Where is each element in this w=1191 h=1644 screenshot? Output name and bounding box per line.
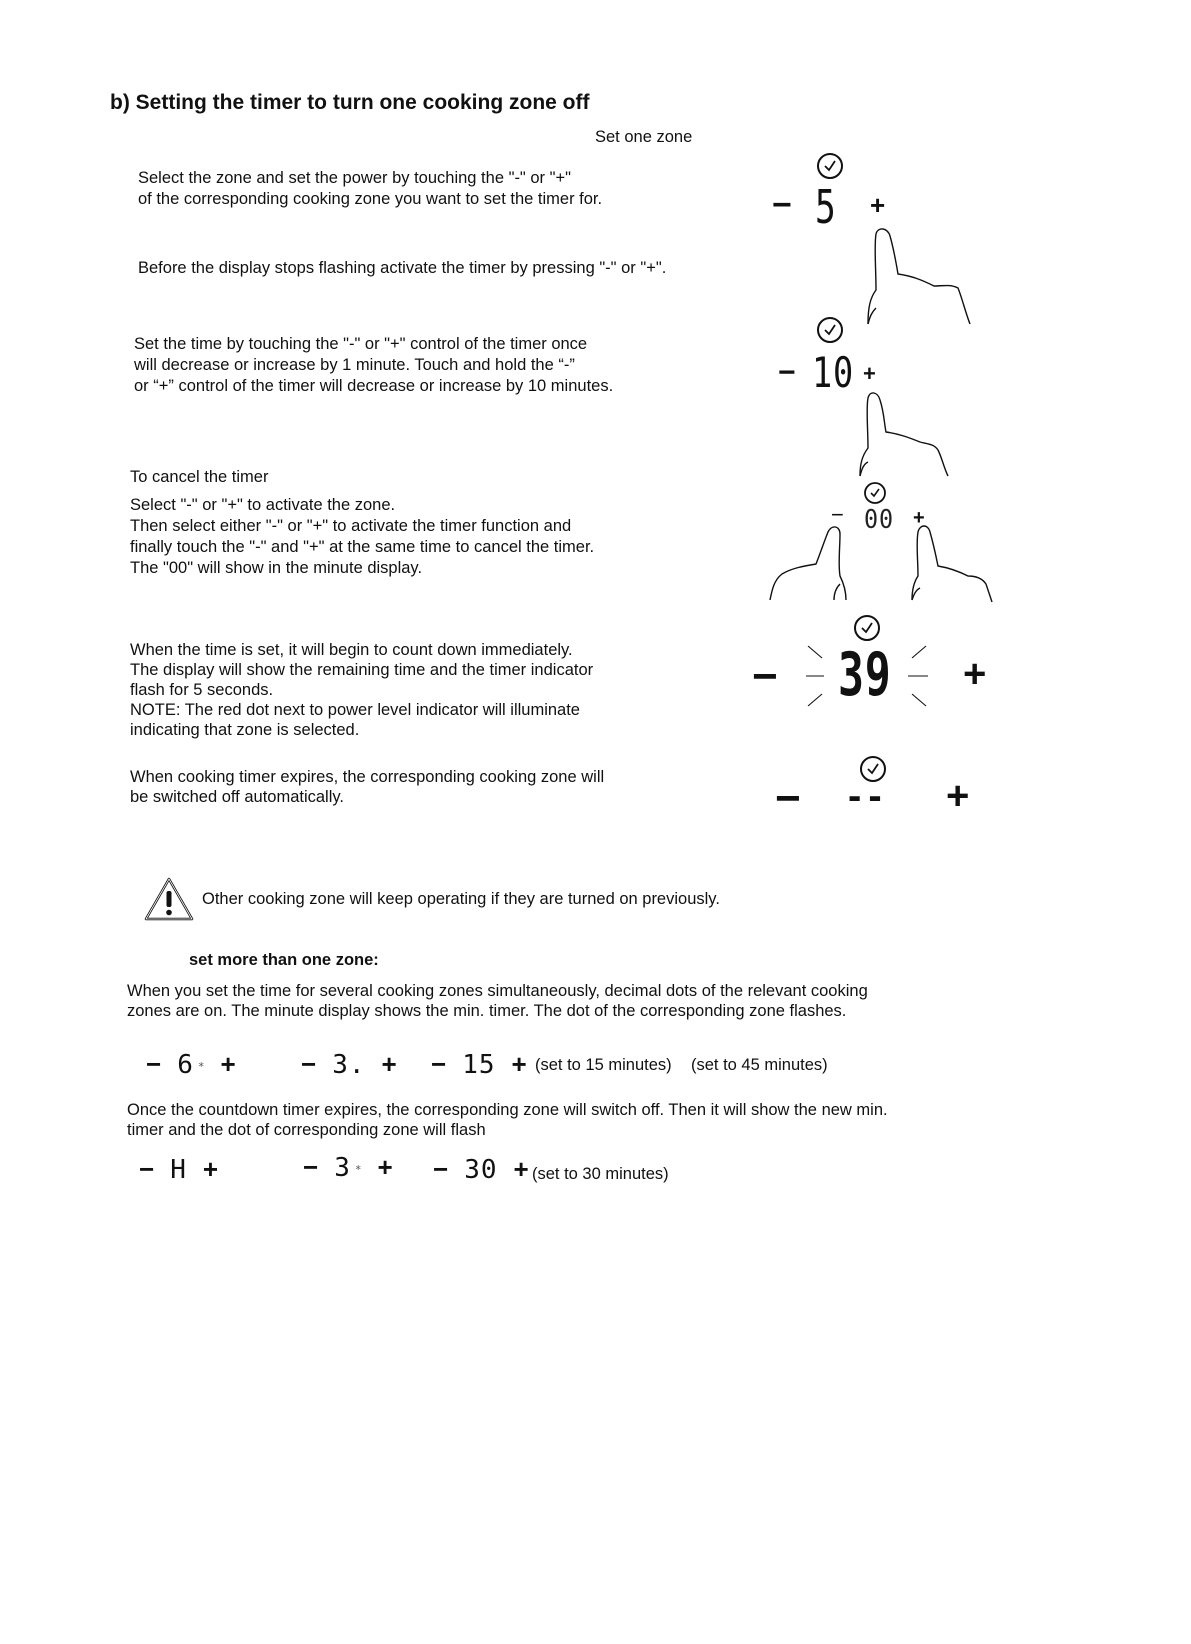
step-5-line: The display will show the remaining time and the timer indicator	[130, 661, 594, 679]
row1-zone-3	[431, 1049, 527, 1080]
para-line: Once the countdown timer expires, the corresponding zone will switch off. Then it will show the new min.	[127, 1101, 888, 1119]
zone-plus[interactable]: +	[202, 1154, 219, 1184]
multi-zone-heading: set more than one zone:	[189, 951, 379, 969]
step-5-line: indicating that zone is selected.	[130, 721, 360, 739]
timer-clock-icon	[863, 481, 889, 507]
row1-zone-1	[146, 1049, 236, 1080]
zone-value: 30	[464, 1154, 498, 1185]
pointing-hand-icon	[862, 228, 974, 328]
step-6-line: When cooking timer expires, the corresponding cooking zone will	[130, 768, 605, 786]
step-4-text	[130, 467, 594, 579]
zone-minus[interactable]: −	[431, 1049, 447, 1079]
set-one-zone-label: Set one zone	[595, 128, 693, 146]
zone-minus[interactable]: −	[303, 1152, 319, 1182]
display-4-value: 39	[838, 640, 892, 710]
display-1-minus[interactable]: −	[772, 186, 792, 224]
zone-plus[interactable]: +	[220, 1049, 236, 1079]
row1-zone-2	[301, 1049, 397, 1080]
step-5-text	[130, 640, 593, 740]
row2-zone-2	[303, 1152, 393, 1183]
para-line: When you set the time for several cooking zones simultaneously, decimal dots of the relevant cooking	[127, 982, 868, 1000]
row1-note-45: (set to 45 minutes)	[691, 1056, 828, 1074]
step-3-line: or “+” control of the timer will decrease or increase by 10 minutes.	[134, 377, 614, 395]
zone-plus[interactable]: +	[377, 1152, 393, 1182]
zone-minus[interactable]: −	[139, 1154, 155, 1184]
step-4-line: Select "-" or "+" to activate the zone.	[130, 496, 396, 514]
zone-value: 15	[462, 1049, 496, 1080]
step-3-line: will decrease or increase by 1 minute. Touch and hold the “-”	[134, 356, 575, 374]
right-hand-icon	[908, 524, 994, 604]
display-1-plus[interactable]: +	[870, 190, 886, 220]
multi-zone-para-2	[127, 1100, 888, 1140]
zone-plus[interactable]: +	[513, 1154, 529, 1184]
timer-clock-icon	[816, 316, 846, 346]
zone-value: 3.	[332, 1049, 366, 1080]
display-2-value: 10	[812, 348, 855, 397]
display-5-minus[interactable]: −	[775, 774, 801, 823]
zone-plus[interactable]: +	[381, 1049, 397, 1079]
row2-zone-1	[139, 1154, 218, 1185]
step-5-line: NOTE: The red dot next to power level indicator will illuminate	[130, 701, 580, 719]
step-2-text	[138, 258, 666, 279]
zone-minus[interactable]: −	[301, 1049, 317, 1079]
step-6-line: be switched off automatically.	[130, 788, 345, 806]
step-1-line: Select the zone and set the power by touching the "-" or "+"	[138, 169, 571, 187]
display-3-minus[interactable]: −	[831, 502, 844, 527]
pointing-hand-icon	[852, 392, 952, 482]
display-3-value: 00	[864, 505, 894, 535]
step-4-line: The "00" will show in the minute display.	[130, 559, 423, 577]
step-1-line: of the corresponding cooking zone you want to set the timer for.	[138, 190, 603, 208]
step-4-line: Then select either "-" or "+" to activate the timer function and	[130, 517, 572, 535]
display-4-minus[interactable]: −	[752, 652, 778, 701]
zone-value: 6	[177, 1049, 194, 1080]
timer-clock-icon	[816, 152, 846, 182]
row2-note-30: (set to 30 minutes)	[532, 1165, 669, 1183]
display-2-plus[interactable]: +	[863, 361, 876, 386]
display-2-minus[interactable]: −	[778, 356, 796, 389]
step-2-line: Before the display stops flashing activate the timer by pressing "-" or "+".	[138, 259, 667, 277]
zone-dot-flash: ∗	[197, 1058, 205, 1071]
warning-text: Other cooking zone will keep operating if they are turned on previously.	[202, 890, 720, 908]
row1-note-15: (set to 15 minutes)	[535, 1056, 672, 1074]
zone-minus[interactable]: −	[433, 1154, 449, 1184]
zone-minus[interactable]: −	[146, 1049, 162, 1079]
step-3-line: Set the time by touching the "-" or "+" control of the timer once	[134, 335, 588, 353]
display-4-plus[interactable]: +	[963, 652, 987, 696]
zone-plus[interactable]: +	[511, 1049, 527, 1079]
step-6-text	[130, 767, 604, 807]
step-1-text	[138, 168, 602, 210]
step-3-text	[134, 334, 613, 397]
para-line: zones are on. The minute display shows the min. timer. The dot of the corresponding zone flashes.	[127, 1002, 847, 1020]
zone-value: H	[170, 1154, 187, 1185]
display-3-plus[interactable]: +	[913, 507, 925, 529]
display-5-plus[interactable]: +	[946, 774, 970, 818]
warning-icon	[143, 875, 195, 923]
zone-value: 3	[334, 1152, 351, 1183]
zone-dot-flash: ∗	[354, 1161, 362, 1174]
display-1-value: 5	[815, 180, 837, 234]
step-4-line: finally touch the "-" and "+" at the same time to cancel the timer.	[130, 538, 595, 556]
step-5-line: flash for 5 seconds.	[130, 681, 274, 699]
cancel-timer-title: To cancel the timer	[130, 468, 269, 486]
row2-zone-3	[433, 1154, 529, 1185]
step-5-line: When the time is set, it will begin to count down immediately.	[130, 641, 573, 659]
display-5-value: - -	[848, 774, 880, 818]
page-title: b) Setting the timer to turn one cooking zone off	[110, 91, 590, 114]
multi-zone-para-1	[127, 981, 868, 1021]
para-line: timer and the dot of corresponding zone will flash	[127, 1121, 486, 1139]
left-hand-icon	[768, 524, 850, 604]
